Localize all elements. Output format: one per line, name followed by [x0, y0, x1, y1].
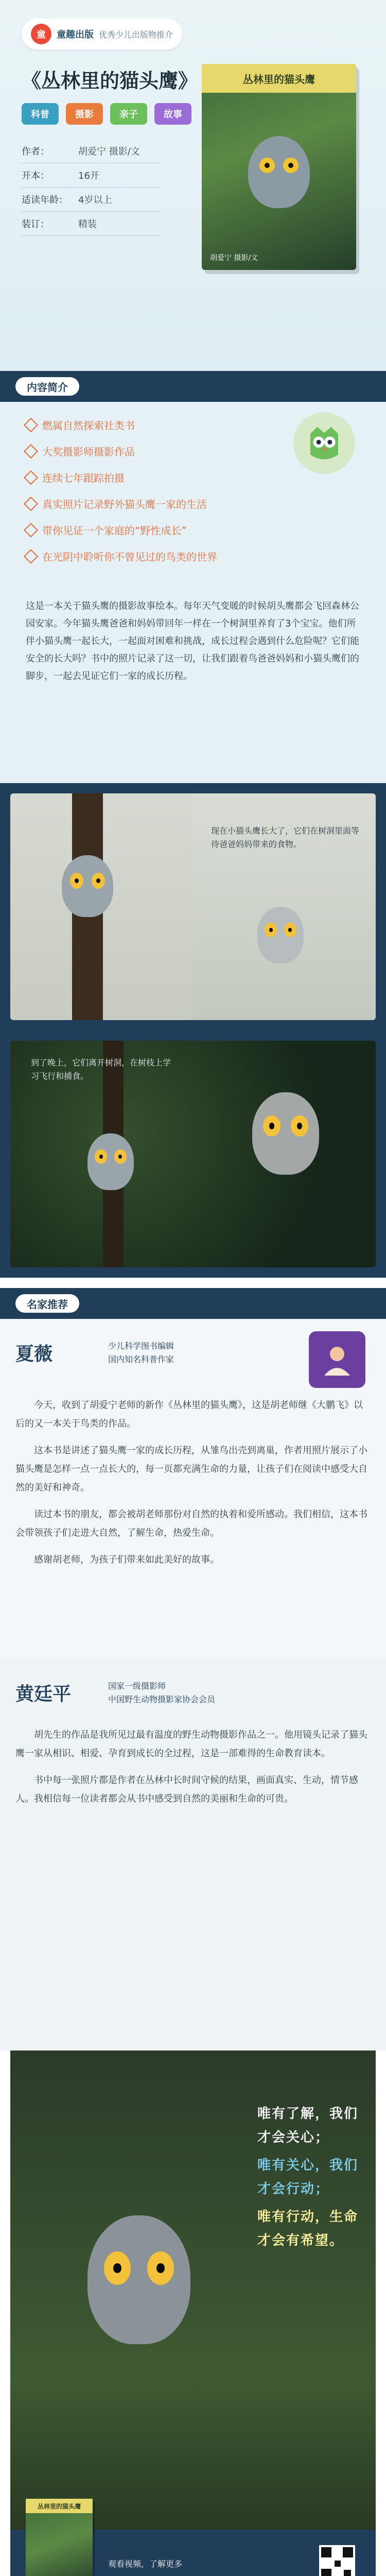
meta-value: 胡爱宁 摄影/文 — [78, 146, 140, 157]
owl-photo — [252, 1092, 319, 1175]
feature-item — [26, 549, 273, 564]
recommender-1 — [0, 1319, 386, 1659]
section-label: 内容简介 — [15, 377, 79, 396]
diamond-icon — [24, 470, 38, 484]
spread-caption: 现在小猫头鹰长大了，它们在树洞里面等待爸爸妈妈带来的食物。 — [211, 826, 360, 849]
owl-photo — [87, 1133, 134, 1190]
meta-key: 装订： — [22, 219, 49, 230]
owl-photo — [257, 907, 304, 963]
title-line: 国内知名科普作家 — [108, 1354, 174, 1364]
brand-tagline: 优秀少儿出版物推介 — [99, 29, 173, 40]
owl-photo — [62, 855, 113, 917]
diamond-icon — [24, 496, 38, 511]
brand-name: 童趣出版 — [57, 29, 94, 40]
owl-eye-icon — [92, 873, 105, 889]
recommender-avatar — [309, 1331, 365, 1388]
spread-photo — [10, 1041, 376, 1267]
paragraph: 这本书是讲述了猫头鹰一家的成长历程，从雏鸟出壳到离巢，作者用照片展示了小猫头鹰是怎样一点一点长大的，每一页都充满生命的力量，让孩子们在阅读中感受大自然的美好和神奇。 — [15, 1445, 367, 1493]
meta-row — [22, 212, 161, 236]
spread-2 — [0, 1030, 386, 1278]
owl-eye-icon — [263, 1115, 280, 1137]
diamond-icon — [24, 522, 38, 537]
slogan-block — [257, 2102, 365, 2252]
feature-item — [26, 496, 273, 511]
tag-4: 故事 — [154, 103, 191, 125]
feature-text: 带你见证一个家庭的“野性成长” — [42, 524, 187, 537]
feature-item — [26, 417, 273, 432]
recommender-title — [108, 1680, 215, 1706]
title-line: 中国野生动物摄影家协会会员 — [108, 1694, 216, 1704]
recommender-text — [15, 1726, 371, 1808]
slogan-line: 唯有行动，生命才会有希望。 — [257, 2209, 359, 2248]
owl-eye-icon — [70, 873, 83, 889]
feature-item — [26, 444, 273, 459]
mini-book-title: 丛林里的猫头鹰 — [26, 2499, 93, 2513]
feature-item — [26, 522, 273, 537]
book-cover[interactable] — [202, 64, 356, 270]
paragraph: 感谢胡老师，为孩子们带来如此美好的故事。 — [34, 1554, 219, 1565]
meta-row — [22, 139, 161, 163]
feature-text: 燃属自然探索社类书 — [42, 419, 135, 432]
diamond-icon — [24, 549, 38, 563]
tag-2: 摄影 — [66, 103, 103, 125]
meta-value: 16开 — [78, 171, 99, 181]
qr-code-icon[interactable] — [319, 2545, 355, 2576]
strip-text: 观看视频，了解更多 — [108, 2559, 183, 2569]
owl-eye-icon — [284, 923, 296, 938]
book-meta — [22, 139, 161, 236]
section-bar — [0, 1288, 386, 1319]
owl-eye-icon — [259, 158, 275, 173]
feature-text: 真实照片记录野外猫头鹰一家的生活 — [42, 498, 207, 511]
meta-key: 作者： — [22, 146, 49, 157]
intro-section — [0, 371, 386, 783]
owl-eye-icon — [114, 1149, 126, 1164]
diamond-icon — [24, 417, 38, 432]
owl-eye-icon — [265, 923, 276, 938]
owl-graphic — [301, 420, 347, 466]
recommender-name: 黄廷平 — [15, 1684, 72, 1705]
mini-book-cover[interactable] — [26, 2499, 93, 2576]
meta-key: 开本： — [22, 171, 49, 181]
feature-text: 连续七年跟踪拍摄 — [42, 472, 125, 484]
owl-icon — [293, 412, 355, 474]
diamond-icon — [24, 444, 38, 458]
section-bar — [0, 371, 386, 402]
person-icon — [319, 1342, 355, 1378]
feature-item — [26, 470, 273, 485]
spread-1 — [0, 783, 386, 1030]
recommender-2 — [0, 1659, 386, 2050]
owl-photo — [87, 2215, 190, 2344]
meta-row — [22, 163, 161, 188]
feature-text: 在光阴中聆听你不曾见过的鸟类的世界 — [42, 551, 217, 563]
meta-row — [22, 188, 161, 212]
intro-paragraph: 这是一本关于猫头鹰的摄影故事绘本。每年天气变暖的时候胡头鹰都会飞回森林公园安家。今年猫头鹰爸爸和妈妈带回年一样在一个树洞里养育了3个宝宝。他们所伴小猫头鹰一起长大，一起面对困难和挑战，成长过程会遇到什么危险呢？它们能安全的长大吗？书中的照片记录了这一切，让我们跟着鸟爸爸妈妈和小猫头鹰们的脚步，一起去见证它们一家的成长历程。 — [26, 601, 359, 682]
meta-value: 精装 — [78, 219, 97, 230]
paragraph: 今天，收到了胡爱宁老师的新作《丛林里的猫头鹰》，这是胡老师继《大鹏飞》以后的又一本关于鸟类的作品。 — [15, 1400, 363, 1429]
slogan-line: 唯有关心，我们才会行动； — [257, 2158, 359, 2197]
owl-illustration — [248, 136, 310, 208]
owl-eye-icon — [104, 2251, 131, 2285]
title-line: 国家一级摄影师 — [108, 1681, 166, 1691]
header-section — [0, 0, 386, 371]
recommender-text — [15, 1396, 371, 1569]
meta-key: 适读年龄： — [22, 195, 68, 206]
tag-1: 科普 — [22, 103, 59, 125]
promo-strip — [10, 2502, 376, 2576]
owl-eye-icon — [291, 1115, 308, 1137]
owl-eye-icon — [283, 158, 299, 173]
meta-value: 4岁以上 — [78, 195, 112, 206]
spread-photo — [10, 793, 376, 1020]
tag-3: 亲子 — [110, 103, 147, 125]
promo-photo-1 — [10, 2050, 376, 2576]
owl-eye-icon — [147, 2251, 174, 2285]
paragraph: 书中每一张照片都是作者在丛林中长时间守候的结果，画面真实、生动，情节感人。我相信每一位读者都会从书中感受到自然的美丽和生命的可贵。 — [15, 1775, 358, 1804]
tag-list — [22, 103, 191, 125]
section-label: 名家推荐 — [15, 1294, 79, 1313]
brand-pill[interactable] — [22, 19, 182, 49]
book-title: 《丛林里的猫头鹰》 — [22, 70, 198, 92]
title-line: 少儿科学图书编辑 — [108, 1341, 174, 1351]
owl-eye-icon — [95, 1149, 107, 1164]
feature-text: 大奖摄影师摄影作品 — [42, 446, 135, 458]
spread-caption: 到了晚上，它们离开树洞，在树枝上学习飞行和捕食。 — [31, 1058, 171, 1081]
slogan-line: 唯有了解，我们才会关心； — [257, 2106, 359, 2145]
paragraph: 胡先生的作品是我所见过最有温度的野生动物摄影作品之一。他用镜头记录了猫头鹰一家从相识、相爱、孕育到成长的全过程，这是一部难得的生命教育读本。 — [15, 1730, 367, 1759]
paragraph: 读过本书的朋友，都会被胡老师那份对自然的执着和爱所感动。我们相信，这本书会带领孩子们走进大自然，了解生命，热爱生命。 — [15, 1509, 367, 1538]
feature-list — [26, 417, 273, 575]
book-cover-title: 丛林里的猫头鹰 — [202, 64, 356, 93]
brand-row — [22, 19, 182, 49]
recommender-name: 夏薇 — [15, 1344, 53, 1365]
recommender-title — [108, 1340, 174, 1366]
book-cover-author: 胡爱宁 摄影/文 — [210, 254, 258, 262]
brand-logo-icon: 童 — [31, 24, 51, 44]
